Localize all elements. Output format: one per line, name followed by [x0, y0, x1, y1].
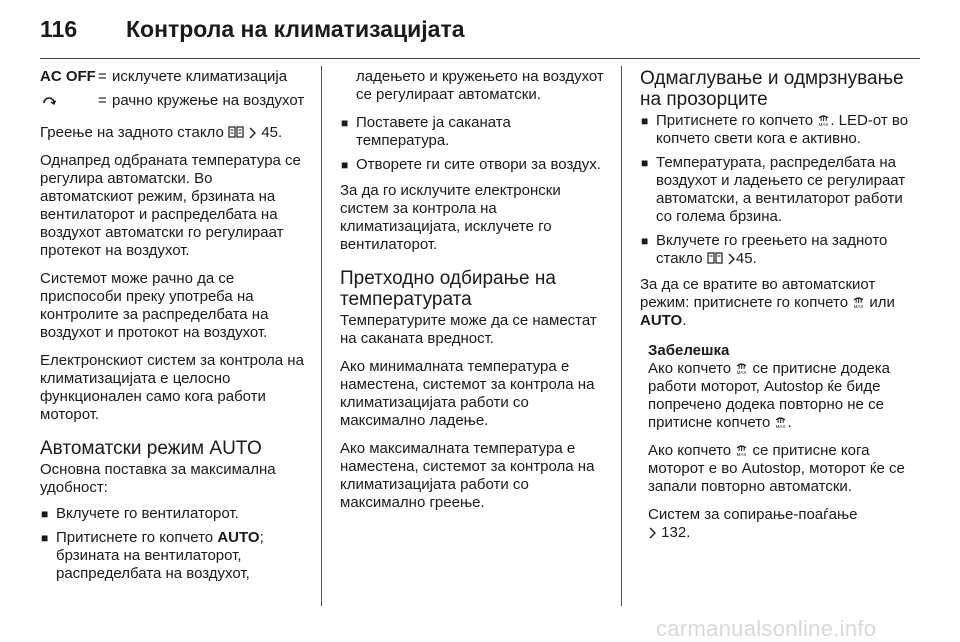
page-reference: 45.	[261, 124, 283, 141]
list-item: ■ Вклучете го вентилаторот.	[41, 505, 239, 522]
svg-text:MAX: MAX	[736, 370, 747, 375]
paragraph: Ако минималната температура е наместена, системот за контрола на климатизацијата работи со максимално ладење.	[340, 358, 595, 429]
header-divider	[40, 58, 920, 59]
paragraph: Ако максималната температура е наместена, системот за контрола на климатизацијата работи со максимално греење.	[340, 440, 595, 511]
defrost-max-icon	[774, 415, 787, 429]
note-paragraph: Систем за сопирање-поаѓање 132.	[648, 506, 858, 541]
note-box	[640, 342, 920, 542]
definition-ac-off: AC OFF = исклучете климатизација	[40, 68, 306, 86]
definition-desc: рачно кружење на воздухот	[112, 92, 305, 109]
paragraph: Електронскиот систем за контрола на климатизацијата е целосно функционален само кога работи моторот.	[40, 352, 304, 423]
watermark: carmanualsonline.info	[656, 616, 877, 641]
bullet-list	[340, 114, 606, 174]
page-title: Контрола на климатизацијата	[126, 16, 465, 42]
note-paragraph: Ако копчето MAX се притисне кога моторот е во Autostop, моторот ќе се запали повторно автоматски.	[648, 442, 905, 495]
page-reference-icon	[727, 253, 736, 265]
page-reference-icon	[648, 527, 657, 539]
note-title: Забелешка	[648, 342, 730, 359]
column-divider	[621, 66, 622, 606]
section-heading-auto: Автоматски режим AUTO	[40, 438, 262, 459]
paragraph: Системот може рачно да се приспособи преку употреба на контролите за распределбата на воздухот и протокот на воздухот.	[40, 270, 269, 341]
list-item: ■ Отворете ги сите отвори за воздух.	[341, 156, 601, 173]
column-1	[40, 68, 306, 591]
list-item: ■ Притиснете го копчето AUTO; брзината на вентилаторот, распределбата на воздухот,	[41, 529, 264, 582]
book-icon	[228, 126, 244, 139]
bullet-list	[640, 112, 920, 268]
paragraph: Однапред одбраната температура се регулира автоматски. Во автоматскиот режим, брзината на вентилаторот и распределбата на воздухот автоматски го регулираат протекот на воздухот.	[40, 152, 301, 259]
svg-text:MAX: MAX	[853, 304, 864, 309]
column-divider	[321, 66, 322, 606]
paragraph: ладењето и кружењето на воздухот се регулираат автоматски.	[356, 68, 604, 103]
paragraph: Температурите може да се наместат на саканата вредност.	[340, 312, 597, 347]
paragraph: За да го исклучите електронски систем за контрола на климатизацијата, исклучете го вентилаторот.	[340, 182, 561, 253]
page-number: 116	[40, 16, 78, 42]
page-reference: 132.	[661, 524, 691, 541]
column-3	[640, 68, 920, 552]
list-item: ■ Температурата, распределбата на воздухот и ладењето се регулираат автоматски, а вентилаторот работи со голема брзина.	[641, 154, 906, 225]
paragraph: Греење на задното стакло 45.	[40, 124, 283, 141]
definition-term: AC OFF	[40, 68, 96, 85]
bullet-list	[40, 505, 306, 583]
svg-text:MAX: MAX	[776, 424, 786, 429]
page-reference-icon	[248, 127, 257, 139]
defrost-max-icon	[852, 295, 865, 309]
section-heading-defog: Одмаглување и одмрзнување на прозорците	[640, 68, 904, 110]
svg-text:MAX: MAX	[736, 452, 747, 457]
section-heading-preselect: Претходно одбирање на температурата	[340, 268, 556, 310]
defrost-max-icon	[817, 113, 830, 127]
list-item: ■ Поставете ја саканата температура.	[341, 114, 511, 149]
page-header	[40, 16, 920, 50]
definition-desc: исклучете климатизација	[112, 68, 288, 85]
paragraph: За да се вратите во автоматскиот режим: притиснете го копчето MAX или AUTO.	[640, 276, 895, 329]
defrost-max-icon	[735, 443, 748, 457]
recirculation-icon	[40, 93, 58, 107]
book-icon	[707, 252, 723, 265]
note-paragraph: Ако копчето MAX се притисне додека работи моторот, Autostop ќе биде попречено додека повторно не се притисне копчето MAX .	[648, 360, 890, 431]
list-item: ■ Вклучете го греењето на задното стакло 45.	[641, 232, 888, 267]
paragraph: Основна поставка за максимална удобност:	[40, 461, 276, 496]
svg-text:MAX: MAX	[818, 122, 829, 127]
definition-recirculation: = рачно кружење на воздухот	[40, 92, 306, 110]
defrost-max-icon	[735, 361, 748, 375]
column-2	[340, 68, 606, 522]
list-item: ■ Притиснете го копчето MAX . LED-от во копчето свети кога е активно.	[641, 112, 909, 147]
